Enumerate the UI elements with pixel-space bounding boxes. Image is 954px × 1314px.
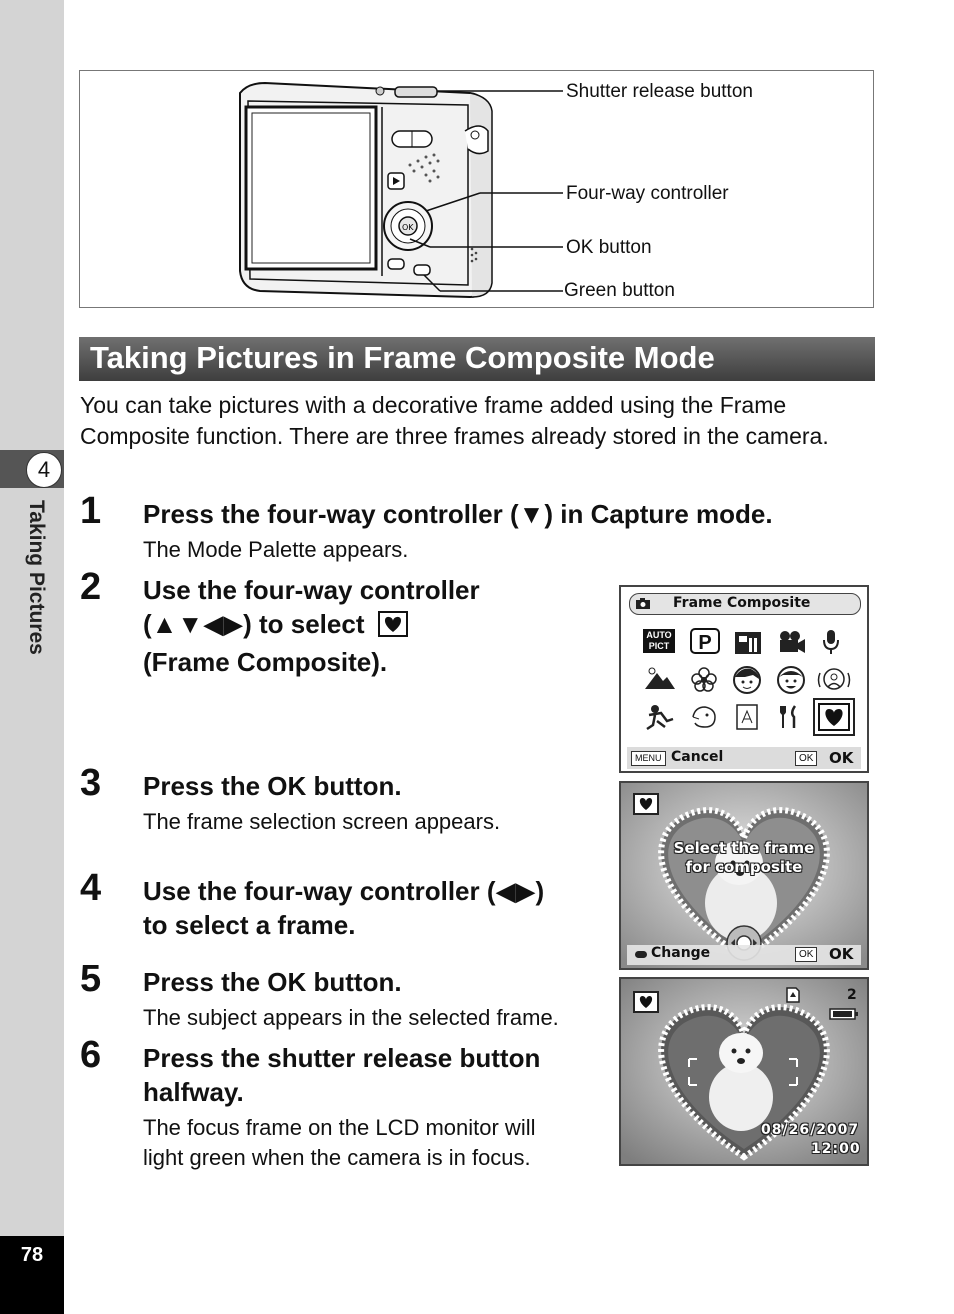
frame-selection-screen (619, 781, 869, 970)
ok-key-badge: OK (795, 947, 817, 962)
portrait-mode-icon[interactable] (775, 665, 807, 695)
frame-composite-selected[interactable] (813, 698, 855, 736)
step-number: 5 (80, 958, 102, 1000)
step-description: The frame selection screen appears. (143, 809, 501, 834)
step-number: 3 (80, 762, 102, 804)
step-title: Use the four-way controller (▲▼◀▶) to select (Frame Composite). (143, 575, 480, 677)
green-button-icon (635, 951, 647, 958)
step-number: 4 (80, 867, 102, 909)
chapter-number: 4 (26, 452, 62, 488)
step-title: Press the shutter release button halfway. (143, 1043, 541, 1107)
select-frame-message-line2: for composite (685, 858, 803, 876)
capture-with-frame-screen (619, 977, 869, 1166)
camera-illustration (80, 71, 873, 307)
program-mode-icon[interactable]: P (690, 628, 720, 654)
food-mode-icon[interactable] (777, 703, 803, 731)
change-label[interactable]: Change (651, 945, 711, 961)
picture-mode-icon[interactable] (733, 628, 763, 656)
palette-title: Frame Composite (673, 595, 811, 611)
step-description: The focus frame on the LCD monitor will light green when the camera is in focus. (143, 1115, 536, 1170)
camera-icon (635, 597, 651, 609)
cancel-label[interactable]: Cancel (671, 749, 724, 765)
intro-paragraph: You can take pictures with a decorative frame added using the Frame Composite function. There are three frames already stored in the camera. (80, 392, 829, 449)
step-title: Press the OK button. (143, 967, 402, 997)
text-mode-icon[interactable] (733, 703, 761, 731)
side-margin (0, 0, 64, 1314)
landscape-mode-icon[interactable] (643, 665, 677, 693)
label-shutter-release: Shutter release button (566, 81, 753, 102)
step-description: The Mode Palette appears. (143, 537, 409, 562)
step-number: 2 (80, 566, 102, 608)
sport-mode-icon[interactable] (643, 703, 677, 731)
battery-icon (829, 1007, 859, 1021)
step-description: The subject appears in the selected frame. (143, 1005, 559, 1030)
camera-diagram (79, 70, 874, 308)
step-number: 1 (80, 490, 102, 532)
movie-mode-icon[interactable] (775, 628, 807, 656)
ok-label[interactable]: OK (829, 945, 854, 963)
heart-frame-icon (815, 700, 853, 734)
select-frame-message: Select the frame (673, 839, 815, 857)
frame-composite-icon (378, 611, 408, 645)
voice-recording-icon[interactable] (821, 628, 841, 656)
mode-palette-screen (619, 585, 869, 773)
label-four-way-controller: Four-way controller (566, 183, 729, 204)
pet-mode-icon[interactable] (689, 703, 719, 731)
step-title: Press the OK button. (143, 771, 402, 801)
time-display: 12:00 (811, 1141, 861, 1157)
ok-key-badge: OK (795, 751, 817, 766)
step-title: Press the four-way controller (▼) in Capture mode. (143, 499, 773, 529)
frame-mode-icon (633, 991, 659, 1013)
step-title: Use the four-way controller (◀▶) to select a frame. (143, 876, 545, 940)
chapter-title: Taking Pictures (25, 500, 48, 655)
natural-skin-tone-icon[interactable] (731, 665, 763, 695)
label-ok-button: OK button (566, 237, 652, 258)
date-display: 08/26/2007 (761, 1122, 860, 1138)
page-number: 78 (20, 1244, 44, 1266)
frame-mode-icon (633, 793, 659, 815)
shots-remaining: 2 (847, 987, 857, 1003)
auto-picture-mode-icon[interactable]: AUTO PICT (643, 629, 675, 653)
ok-label[interactable]: OK (829, 749, 854, 767)
self-portrait-icon[interactable] (817, 665, 851, 695)
menu-key-badge: MENU (631, 751, 666, 766)
memory-icon (785, 987, 801, 1003)
section-title: Taking Pictures in Frame Composite Mode (90, 340, 715, 375)
label-green-button: Green button (564, 280, 675, 301)
flower-mode-icon[interactable] (689, 665, 719, 693)
step-number: 6 (80, 1034, 102, 1076)
svg-text:OK: OK (402, 223, 414, 232)
